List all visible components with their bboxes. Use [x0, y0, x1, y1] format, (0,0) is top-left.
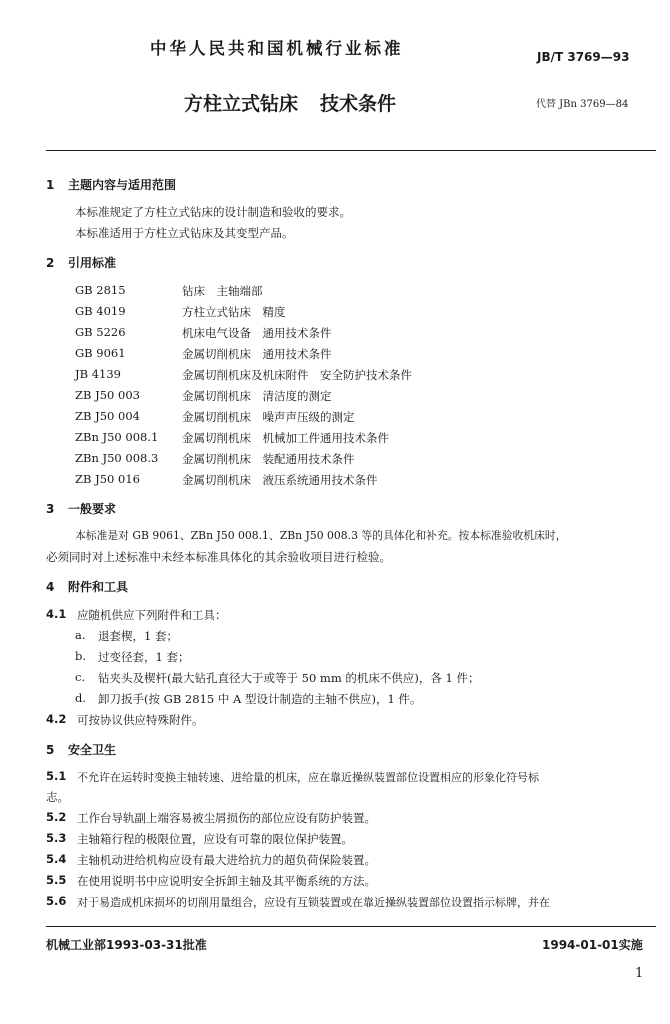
ref-code: GB 2815	[75, 283, 126, 297]
item-number: 4.1	[46, 607, 67, 621]
ref-title: 金属切削机床 机械加工件通用技术条件	[182, 431, 389, 445]
page-number: 1	[635, 966, 644, 981]
sub-item-text: 退套楔，1 套；	[98, 629, 178, 643]
item-text: 在使用说明书中应说明安全拆卸主轴及其平衡系统的方法。	[77, 874, 376, 888]
item-number: 4.2	[46, 712, 67, 726]
item-text: 应随机供应下列附件和工具：	[77, 608, 227, 622]
document-title	[184, 89, 396, 116]
ref-code: ZB J50 003	[75, 388, 140, 402]
item-text: 主轴箱行程的极限位置，应设有可靠的限位保护装置。	[77, 832, 353, 846]
sub-item-letter: b.	[75, 649, 87, 663]
title-sub: 技术条件	[320, 93, 397, 115]
sub-item-letter: a.	[75, 628, 86, 642]
ref-title: 金属切削机床 装配通用技术条件	[182, 452, 355, 466]
ref-code: ZB J50 016	[75, 472, 140, 486]
ref-code: ZBn J50 008.1	[75, 430, 159, 444]
ref-code: ZBn J50 008.3	[75, 451, 159, 465]
ref-title: 金属切削机床 噪声声压级的测定	[182, 410, 355, 424]
item-number: 5.5	[46, 873, 67, 887]
item-number: 5.6	[46, 894, 67, 908]
effective-date: 1994-01-01实施	[542, 938, 643, 952]
ref-code: GB 4019	[75, 304, 126, 318]
item-number: 5.3	[46, 831, 67, 845]
item-text: 主轴机动进给机构应设有最大进给抗力的超负荷保险装置。	[77, 853, 376, 867]
standard-org-title: 中华人民共和国机械行业标准	[150, 39, 404, 58]
sub-item-letter: d.	[75, 691, 87, 705]
ref-title: 方柱立式钻床 精度	[182, 305, 286, 319]
ref-code: ZB J50 004	[75, 409, 140, 423]
section-1-heading: 1 主题内容与适用范围	[46, 178, 177, 192]
item-number: 5.1	[46, 769, 67, 783]
sub-item-letter: c.	[75, 670, 86, 684]
standard-code: JB/T 3769—93	[537, 50, 630, 64]
section-4-heading: 4 附件和工具	[46, 580, 129, 594]
approval-date: 机械工业部1993-03-31批准	[46, 938, 207, 952]
item-text-continued: 志。	[46, 790, 69, 804]
item-text: 不允许在运转时变换主轴转速、进给量的机床，应在靠近操纵装置部位设置相应的形象化符号标	[77, 771, 539, 784]
ref-title: 金属切削机床及机床附件 安全防护技术条件	[182, 368, 412, 382]
ref-title: 机床电气设备 通用技术条件	[182, 326, 332, 340]
title-main: 方柱立式钻床	[184, 93, 299, 115]
item-text: 可按协议供应特殊附件。	[77, 713, 204, 727]
section-1-para-2: 本标准适用于方柱立式钻床及其变型产品。	[75, 226, 294, 240]
ref-title: 金属切削机床 清洁度的测定	[182, 389, 332, 403]
sub-item-text: 过变径套，1 套；	[98, 650, 190, 664]
ref-code: JB 4139	[75, 367, 121, 381]
item-text: 工作台导轨副上端容易被尘屑损伤的部位应设有防护装置。	[77, 811, 376, 825]
section-5-heading: 5 安全卫生	[46, 743, 117, 757]
item-number: 5.4	[46, 852, 67, 866]
section-3-para-line-1: 本标准是对 GB 9061、ZBn J50 008.1、ZBn J50 008.3 等的具体化和补充。按本标准验收机床时，	[75, 529, 567, 542]
section-2-heading: 2 引用标准	[46, 256, 117, 270]
ref-code: GB 9061	[75, 346, 126, 360]
item-number: 5.2	[46, 810, 67, 824]
ref-title: 金属切削机床 液压系统通用技术条件	[182, 473, 378, 487]
footer-rule	[46, 926, 656, 927]
ref-title: 金属切削机床 通用技术条件	[182, 347, 332, 361]
ref-title: 钻床 主轴端部	[182, 284, 263, 298]
section-3-heading: 3 一般要求	[46, 502, 117, 516]
section-3-para-line-2: 必须同时对上述标准中未经本标准具体化的其余验收项目进行检验。	[46, 550, 391, 564]
ref-code: GB 5226	[75, 325, 126, 339]
sub-item-text: 卸刀扳手(按 GB 2815 中 A 型设计制造的主轴不供应)，1 件。	[98, 692, 422, 706]
header-rule	[46, 150, 656, 151]
section-1-para-1: 本标准规定了方柱立式钻床的设计制造和验收的要求。	[75, 205, 351, 219]
item-text: 对于易造成机床损坏的切削用量组合，应设有互锁装置或在靠近操纵装置部位设置指示标牌，并在	[77, 896, 550, 909]
sub-item-text: 钻夹头及楔杆(最大钻孔直径大于或等于 50 mm 的机床不供应)，各 1 件；	[98, 671, 480, 685]
replaces-note: 代替 JBn 3769—84	[536, 99, 629, 110]
